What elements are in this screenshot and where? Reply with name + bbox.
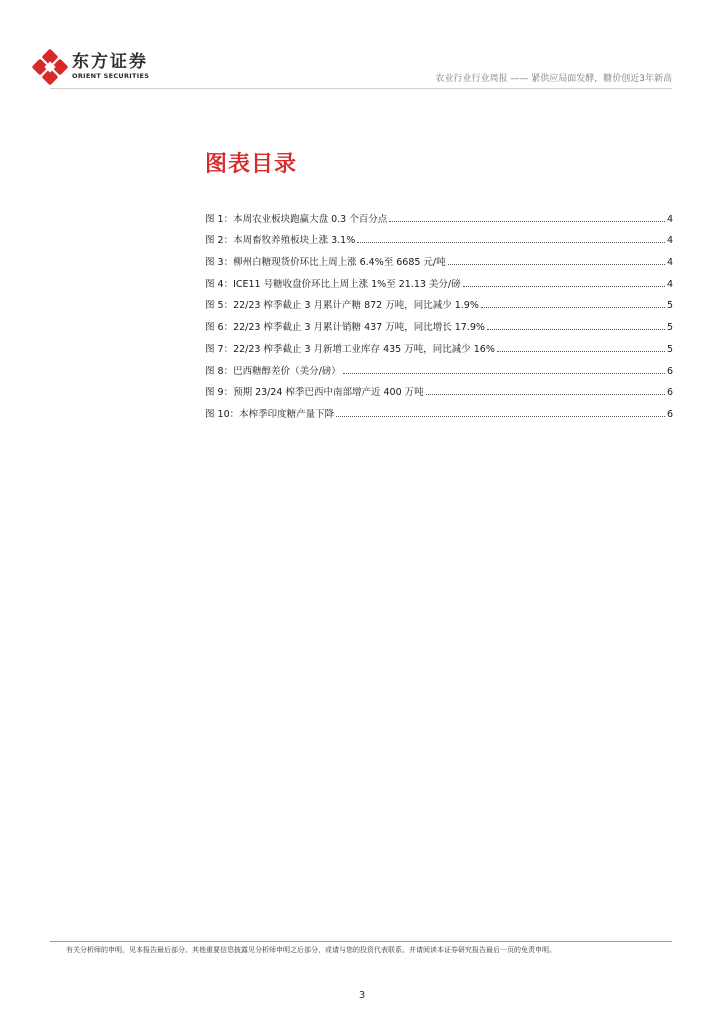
dot-leader [343,373,665,374]
toc-heading: 图表目录 [205,152,298,177]
toc-item-page: 4 [666,235,673,247]
footer-disclaimer: 有关分析师的申明，见本报告最后部分。其他重要信息披露见分析师申明之后部分，或请与您的投资代表联系。并请阅读本证券研究报告最后一页的免责申明。 [66,946,556,954]
dot-leader [497,351,665,352]
toc-item-label: 图 8：巴西糖醇差价（美分/磅） [205,365,341,377]
toc-item-page: 6 [666,387,673,399]
toc-item-label: 图 7：22/23 榨季截止 3 月新增工业库存 435 万吨，同比减少 16% [205,343,495,355]
toc-item-page: 5 [666,322,673,334]
dot-leader [389,221,665,222]
toc-item-page: 5 [666,300,673,312]
toc-item-label: 图 3：柳州白糖现货价环比上周上涨 6.4%至 6685 元/吨 [205,257,446,269]
dot-leader [448,264,665,265]
toc-item-page: 6 [666,365,673,377]
page-number: 3 [358,990,366,1001]
dot-leader [357,242,665,243]
toc-item-label: 图 4：ICE11 号糖收盘价环比上周上涨 1%至 21.13 美分/磅 [205,278,461,290]
toc-item-label: 图 2：本周畜牧养殖板块上涨 3.1% [205,235,356,247]
toc-item[interactable] [205,225,673,247]
brand-name-cn: 东方证券 [72,52,148,72]
brand-logo [32,47,149,87]
orient-securities-logo-icon [32,49,68,85]
toc-item-page: 4 [666,213,673,225]
dot-leader [463,286,665,287]
dot-leader [481,307,665,308]
toc-item-label: 图 5：22/23 榨季截止 3 月累计产糖 872 万吨，同比减少 1.9% [205,300,479,312]
toc-item[interactable] [205,290,673,312]
toc-item[interactable] [205,203,673,225]
toc-item[interactable] [205,398,673,420]
brand-name-en: ORIENT SECURITIES [72,72,150,80]
dot-leader [487,329,665,330]
toc-item-page: 4 [666,278,673,290]
dot-leader [426,394,665,395]
figure-list [205,203,673,420]
toc-item-page: 4 [666,257,673,269]
toc-item[interactable] [205,268,673,290]
report-header-title: 农业行业行业周报 —— 紧供应局面发酵，糖价创近3年新高 [435,74,672,84]
toc-item-label: 图 1：本周农业板块跑赢大盘 0.3 个百分点 [205,213,388,225]
toc-item[interactable] [205,246,673,268]
toc-item[interactable] [205,355,673,377]
header-divider [50,88,672,89]
dot-leader [336,416,665,417]
toc-item-page: 6 [666,408,673,420]
toc-item-page: 5 [666,343,673,355]
toc-item[interactable] [205,377,673,399]
toc-item[interactable] [205,311,673,333]
footer-divider [50,941,672,942]
toc-item[interactable] [205,333,673,355]
toc-item-label: 图 9：预期 23/24 榨季巴西中南部增产近 400 万吨 [205,387,424,399]
toc-item-label: 图 10：本榨季印度糖产量下降 [205,408,335,420]
toc-item-label: 图 6：22/23 榨季截止 3 月累计销糖 437 万吨，同比增长 17.9% [205,322,485,334]
